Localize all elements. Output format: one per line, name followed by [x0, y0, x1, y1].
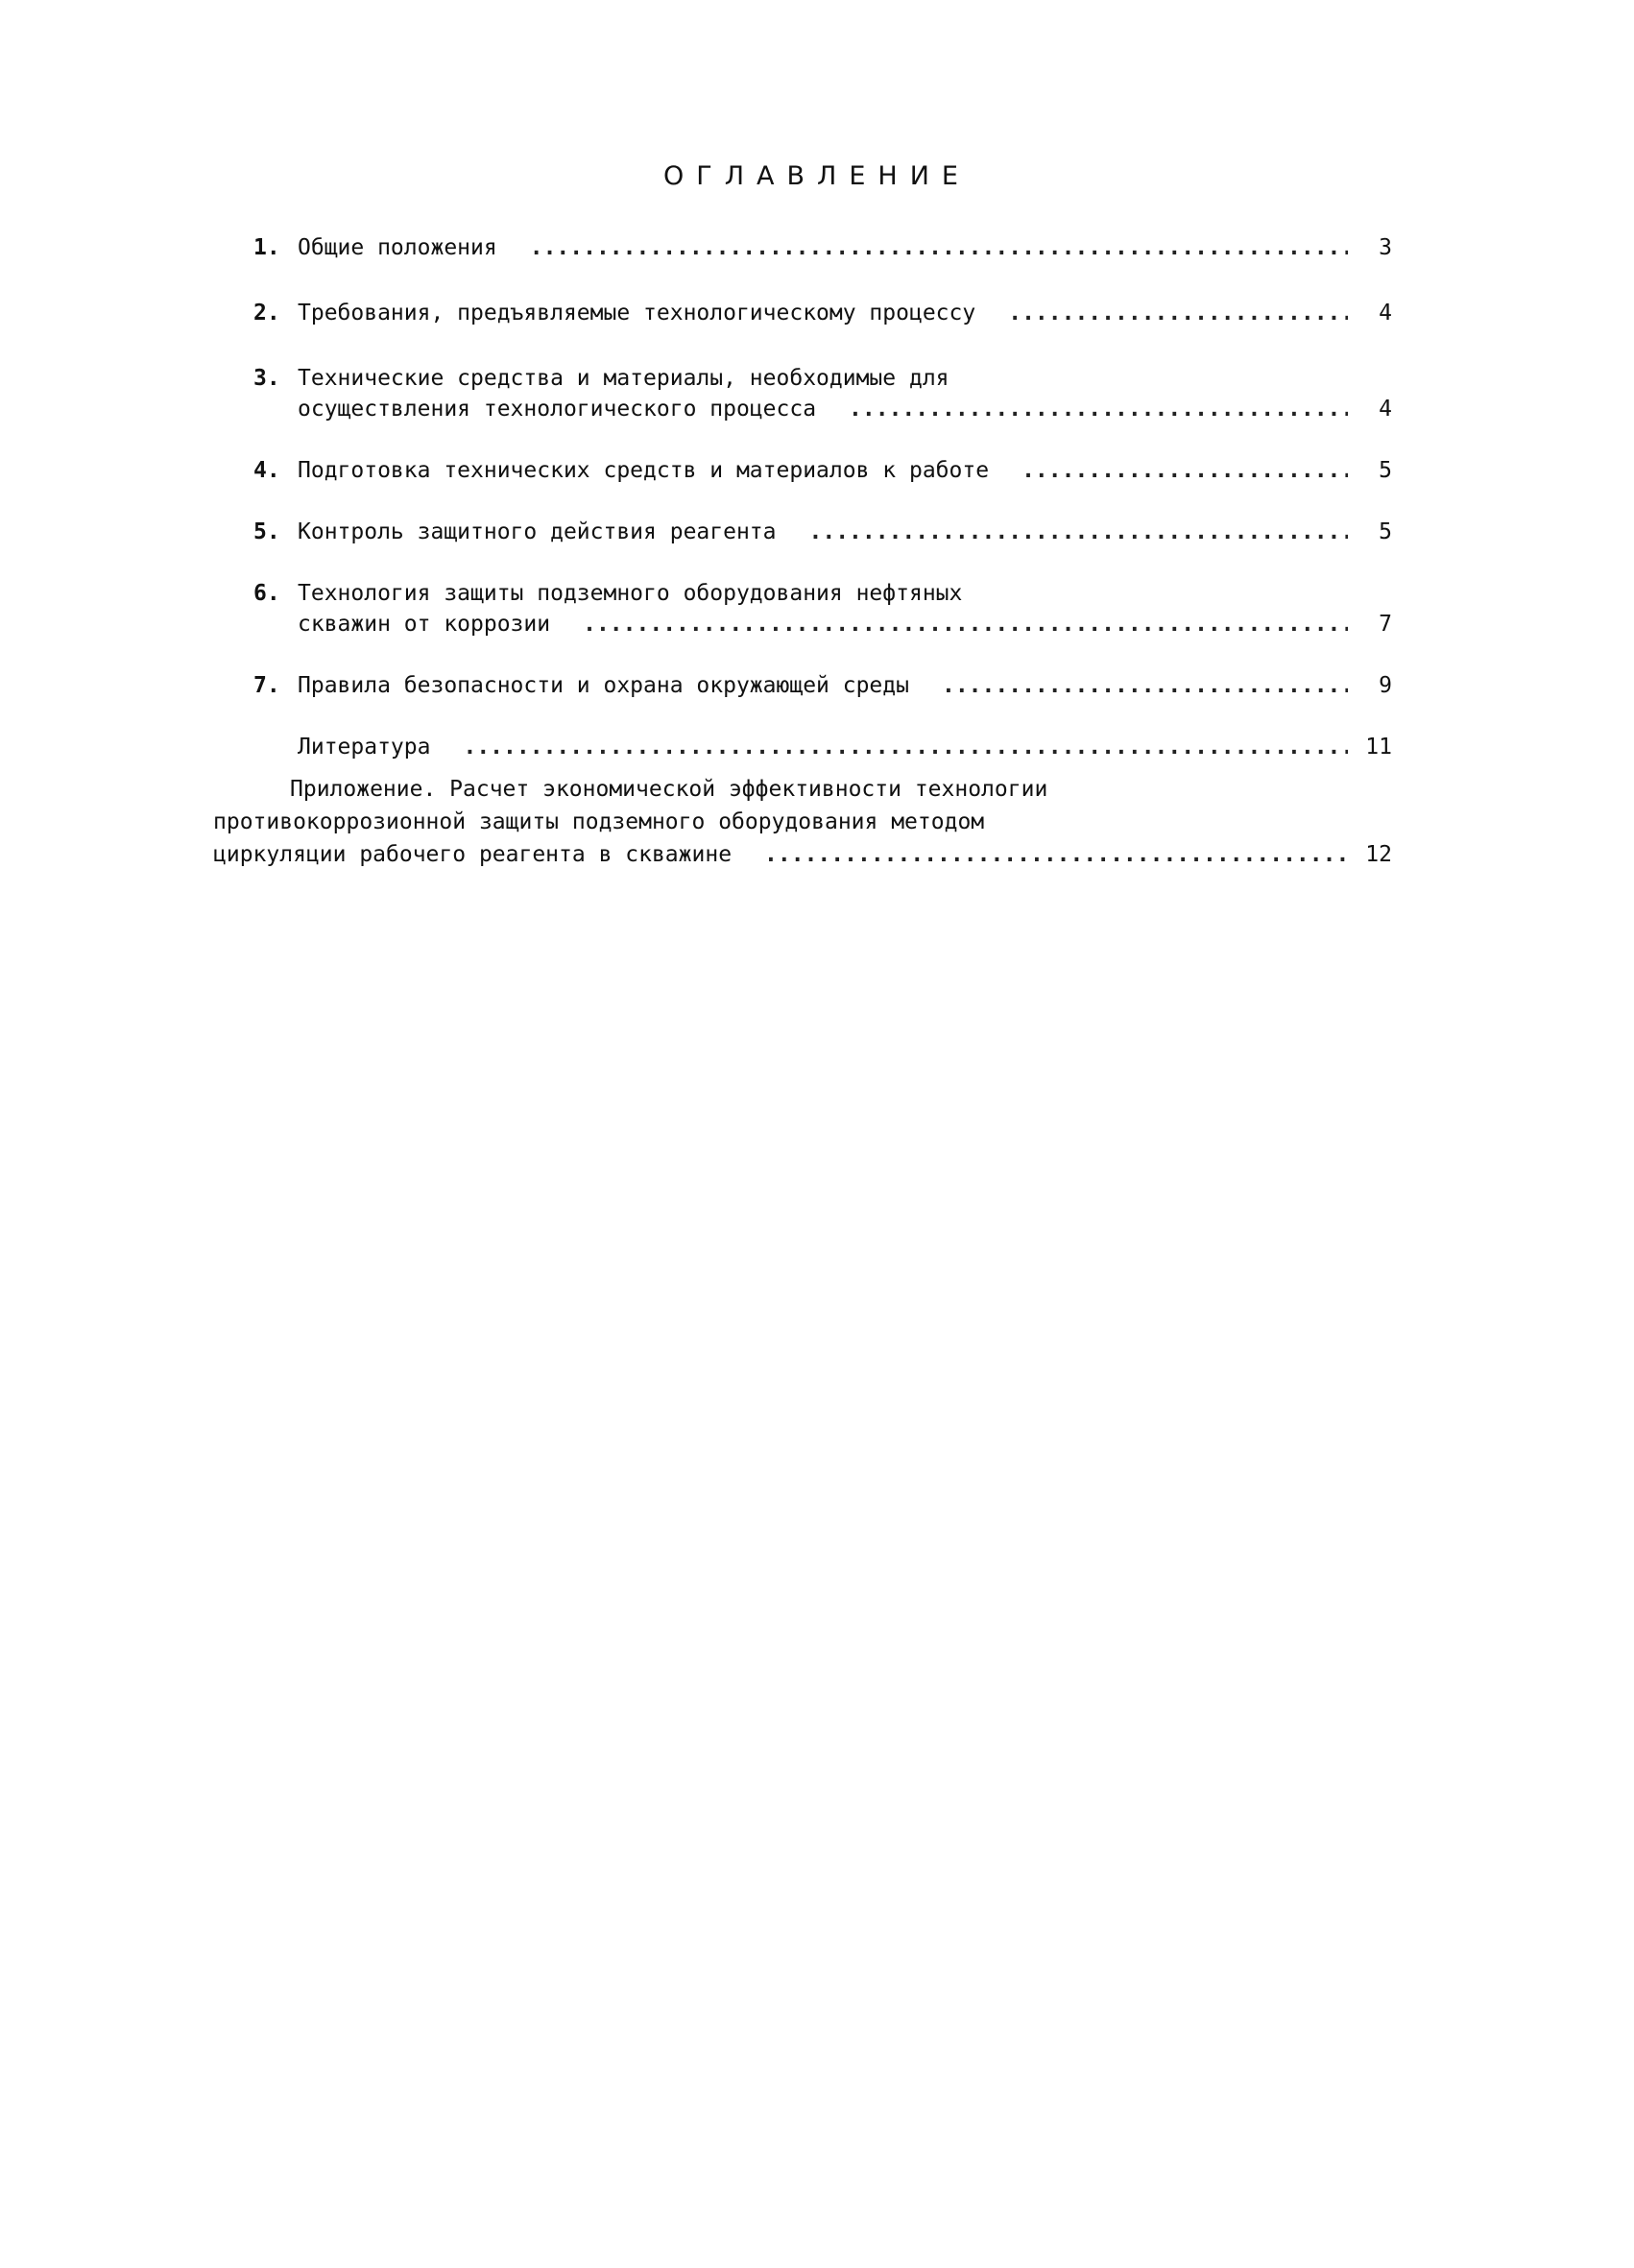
dot-leader — [809, 517, 1349, 547]
table-of-contents-title: ОГЛАВЛЕНИЕ — [663, 161, 971, 191]
toc-appendix-entry[interactable] — [213, 773, 1392, 871]
toc-entry-text: Требования, предъявляемые технологическому процессу — [298, 301, 976, 326]
toc-entry-number: 6. — [253, 581, 280, 606]
toc-entry-text: Контроль защитного действия реагента — [298, 519, 777, 544]
toc-entry-literature[interactable] — [253, 732, 1392, 762]
toc-entry-1[interactable] — [253, 232, 1392, 263]
toc-entry-text: Литература — [298, 735, 431, 760]
toc-page-number: 5 — [1379, 458, 1392, 483]
toc-page-number: 7 — [1379, 612, 1392, 637]
appendix-line-3: циркуляции рабочего реагента в скважине — [213, 842, 733, 867]
toc-entry-text-line-1: Технология защиты подземного оборудования нефтяных — [298, 581, 963, 606]
dot-leader — [942, 670, 1348, 701]
toc-entry-number: 3. — [253, 366, 280, 391]
dot-leader — [463, 732, 1348, 762]
toc-entry-2[interactable] — [253, 298, 1392, 328]
toc-entry-number: 5. — [253, 519, 280, 544]
toc-page-number: 11 — [1365, 735, 1392, 760]
dot-leader — [583, 609, 1348, 639]
toc-entry-text-line-1: Технические средства и материалы, необходимые для — [298, 366, 949, 391]
appendix-line-1: Приложение. Расчет экономической эффективности технологии — [290, 777, 1048, 802]
toc-entry-6[interactable] — [253, 578, 1392, 639]
toc-entry-3[interactable] — [253, 363, 1392, 424]
toc-page-number: 5 — [1379, 519, 1392, 544]
toc-entry-text: Правила безопасности и охрана окружающей среды — [298, 673, 909, 698]
toc-page-number: 3 — [1379, 235, 1392, 260]
toc-entry-number: 7. — [253, 673, 280, 698]
dot-leader — [1021, 455, 1348, 486]
toc-entry-7[interactable] — [253, 670, 1392, 701]
toc-page-number: 4 — [1379, 397, 1392, 422]
toc-entry-text: Общие положения — [298, 235, 497, 260]
dot-leader — [530, 232, 1348, 263]
table-of-contents — [253, 232, 1392, 762]
toc-entry-text-line-2: осуществления технологического процесса — [298, 397, 817, 422]
toc-entry-number: 2. — [253, 301, 280, 326]
toc-entry-text: Подготовка технических средств и материалов к работе — [298, 458, 990, 483]
toc-page-number: 12 — [1365, 842, 1392, 867]
toc-entry-4[interactable] — [253, 455, 1392, 486]
toc-entry-number: 1. — [253, 235, 280, 260]
toc-entry-number: 4. — [253, 458, 280, 483]
toc-page-number: 4 — [1379, 301, 1392, 326]
toc-entry-text-line-2: скважин от коррозии — [298, 612, 551, 637]
dot-leader — [849, 394, 1348, 424]
appendix-line-2: противокоррозионной защиты подземного оборудования методом — [213, 809, 985, 834]
toc-entry-5[interactable] — [253, 517, 1392, 547]
toc-page-number: 9 — [1379, 673, 1392, 698]
dot-leader — [764, 838, 1348, 871]
dot-leader — [1008, 298, 1348, 328]
